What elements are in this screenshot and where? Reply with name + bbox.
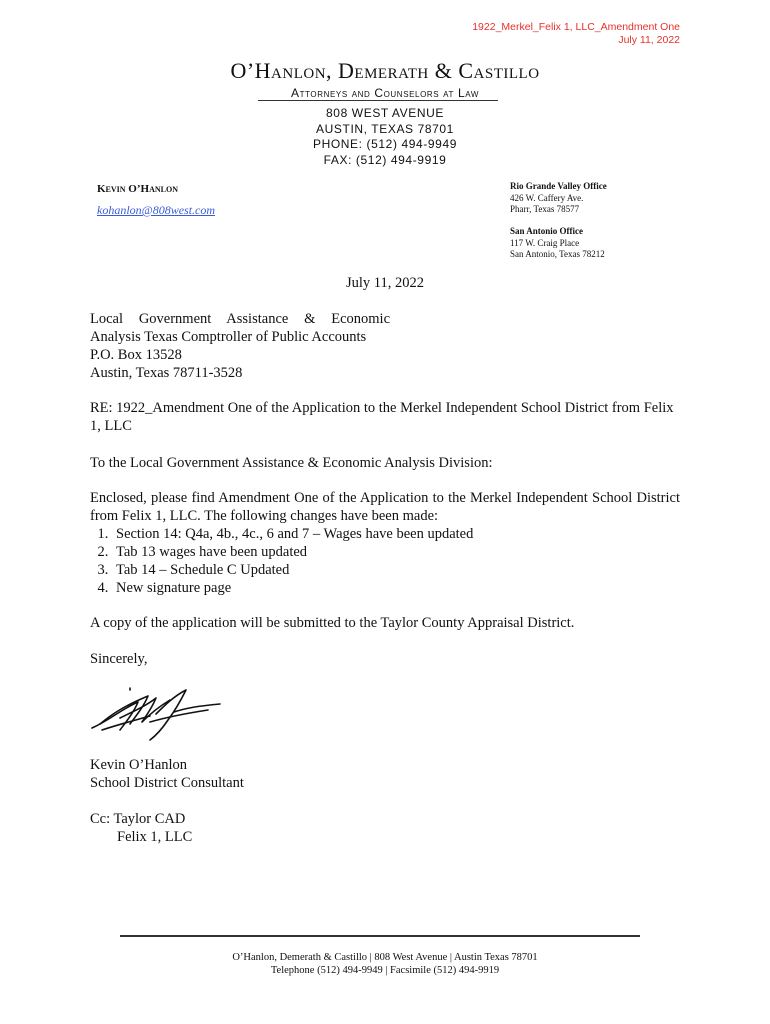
firm-tagline: Attorneys and Counselors at Law (290, 86, 480, 100)
signature-image (90, 684, 230, 744)
closing: Sincerely, (90, 651, 148, 667)
copy-note: A copy of the application will be submitted to the Taylor County Appraisal District. (90, 615, 575, 631)
cc-line: Felix 1, LLC (117, 829, 193, 845)
document-reference-date: July 11, 2022 (618, 34, 680, 46)
intro-paragraph: Enclosed, please find Amendment One of the Application to the Merkel Independent School District from Felix 1, LLC. The following changes have been made: (90, 490, 680, 524)
recipient-line: Austin, Texas 78711-3528 (90, 365, 243, 381)
recipient-line: P.O. Box 13528 (90, 347, 182, 363)
document-reference (472, 21, 680, 47)
list-item: 4. New signature page (112, 579, 702, 597)
footer-address: O’Hanlon, Demerath & Castillo | 808 West Avenue | Austin Texas 78701 (232, 952, 538, 963)
signer-name: Kevin O’Hanlon (90, 757, 188, 773)
cc-block (90, 810, 680, 846)
recipient-line: Local Government Assistance & Economic (90, 311, 390, 327)
office-address-line: Pharr, Texas 78577 (510, 204, 580, 214)
address-street: 808 WEST AVENUE (326, 106, 444, 120)
changes-list (90, 525, 702, 597)
footer-divider (120, 935, 640, 937)
list-item: 1. Section 14: Q4a, 4b., 4c., 6 and 7 – Wages have been updated (112, 525, 702, 543)
recipient-line: Analysis Texas Comptroller of Public Accounts (90, 329, 367, 345)
footer-phone: Telephone (512) 494-9949 | Facsimile (512) 494-9919 (270, 965, 500, 976)
list-item: 2. Tab 13 wages have been updated (112, 543, 702, 561)
office-san-antonio (510, 226, 605, 261)
re-line: RE: 1922_Amendment One of the Application to the Merkel Independent School District from Felix 1, LLC (90, 400, 674, 434)
cc-line: Cc: Taylor CAD (90, 811, 186, 827)
signature-block (90, 756, 680, 792)
firm-name: O’Hanlon, Demerath & Castillo (230, 58, 540, 83)
address-fax: FAX: (512) 494-9919 (323, 152, 447, 167)
address-city: AUSTIN, TEXAS 78701 (316, 121, 454, 136)
recipient-address (90, 310, 680, 382)
letterhead-divider (258, 100, 498, 101)
office-name: San Antonio Office (510, 226, 584, 236)
office-address-line: San Antonio, Texas 78212 (510, 249, 605, 259)
office-address-line: 426 W. Caffery Ave. (510, 192, 584, 203)
list-item: 3. Tab 14 – Schedule C Updated (112, 561, 702, 579)
office-rio-grande (510, 181, 607, 216)
author-email-link[interactable]: kohanlon@808west.com (97, 203, 216, 217)
salutation: To the Local Government Assistance & Economic Analysis Division: (90, 455, 493, 471)
author-name: Kevin O’Hanlon (97, 183, 178, 195)
document-reference-title: 1922_Merkel_Felix 1, LLC_Amendment One (472, 21, 680, 33)
signer-title: School District Consultant (90, 775, 244, 791)
address-phone: PHONE: (512) 494-9949 (312, 137, 457, 151)
office-name: Rio Grande Valley Office (510, 181, 607, 191)
letter-date: July 11, 2022 (345, 275, 424, 291)
office-address-line: 117 W. Craig Place (510, 237, 580, 248)
footer (0, 951, 770, 977)
firm-address (0, 106, 770, 168)
